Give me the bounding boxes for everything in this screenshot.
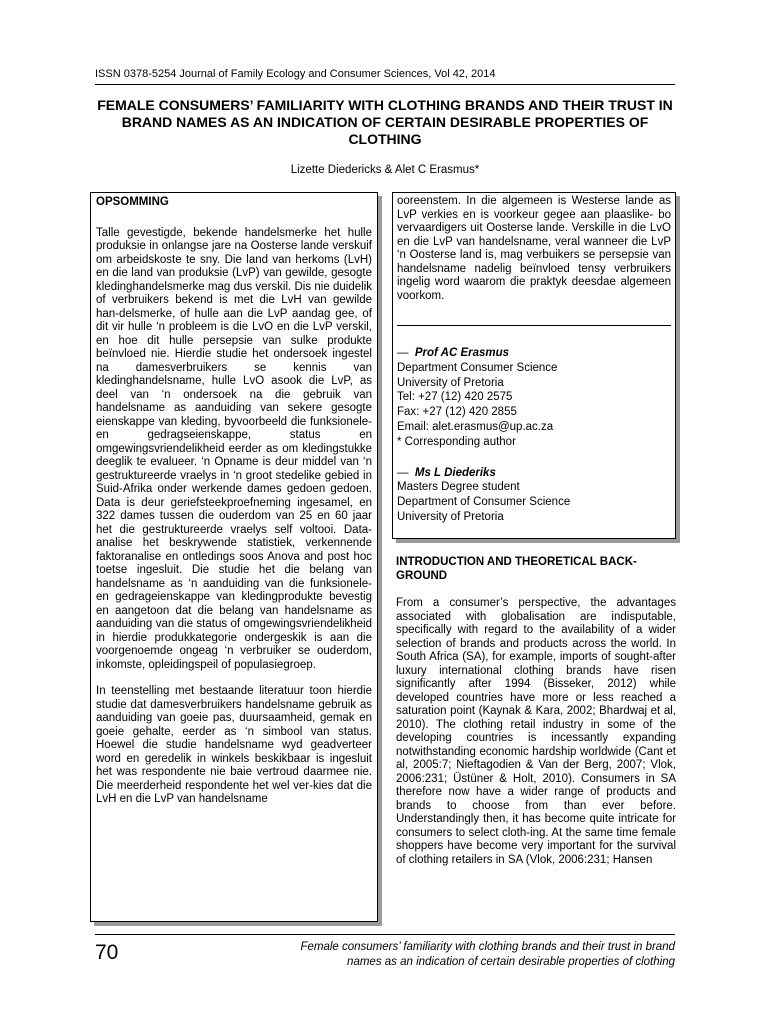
affiliation-name: Ms L Diederiks [414,466,496,479]
affiliation-line: Department Consumer Science [397,361,558,374]
abstract-paragraph-2: In teenstelling met bestaande literatuur toon hierdie studie dat damesverbruikers handelsname gebruik as aanduiding van goeie pas, duursaamheid, gemak en goeie gehalte, eerder as ‘n simbool van status. Hoewel die studie handelsname wyd geadverteer word en geredelik in winkels beskikbaar is ingesluit het was respondente nie baie vertroud daarmee nie. Die meerderheid respondente het wel ver-kies dat die LvH en die LvP van handelsname [96,685,372,805]
affiliation-divider [397,325,671,326]
affiliation-line: Masters Degree student [397,481,520,494]
affiliation-line: Fax: +27 (12) 420 2855 [397,406,517,419]
affiliation-name-line [397,346,671,361]
affiliation-erasmus [397,346,671,450]
affiliation-line: University of Pretoria [397,376,504,389]
article-title: FEMALE CONSUMERS’ FAMILIARITY WITH CLOTHING BRANDS AND THEIR TRUST IN BRAND NAMES AS AN INDICATION OF CERTAIN DESIRABLE PROPERTIES OF CLOTHING [97,97,673,147]
affiliation-dash: — [397,466,409,479]
abstract-box [90,192,378,922]
affiliation-line: * Corresponding author [397,435,516,448]
article-authors: Lizette Diedericks & Alet C Erasmus* [290,164,480,176]
page-number: 70 [95,941,119,964]
affiliation-line: Department of Consumer Science [397,496,571,509]
affiliation-dash: — [397,347,409,359]
abstract-continuation-box [392,192,676,539]
affiliation-line: Tel: +27 (12) 420 2575 [397,391,513,404]
journal-header: ISSN 0378-5254 Journal of Family Ecology and Consumer Sciences, Vol 42, 2014 [95,68,496,80]
affiliation-line: University of Pretoria [397,510,504,523]
introduction-paragraph: From a consumer’s perspective, the advantages associated with globalisation are indisputable, specifically with regard to the availability of a wider selection of brands and products across the world. In South Africa (SA), for example, imports of sought-after luxury international clothing brands have risen significantly after 1994 (Bisseker, 2012) while developed countries have more or less reached a saturation point (Kaynak & Kara, 2002; Bhardwaj et al, 2010). The clothing retail industry in some of the developing countries is incessantly expanding notwithstanding economic hardship worldwide (Cant et al, 2005:7; Nieftagodien & Van der Berg, 2007; Vlok, 2006:231; Üstüner & Holt, 2010). Consumers in SA therefore now have a wider range of products and brands to choose from than ever before. Understandingly then, it has become quite intricate for consumers to select cloth-ing. At the same time female shoppers have become very important for the survival of clothing retailers in SA (Vlok, 2006:231; Hansen [396,597,676,866]
abstract-paragraph-1: Talle gevestigde, bekende handelsmerke het hulle produksie in onlangse jare na Oosterse lande verskuif om arbeidskoste te sny. Die land van herkoms (LvH) en die land van produksie (LvP) van gewilde, gesogte kledinghandelsmerke mag dus verskil. Dis nie duidelik of verbruikers bekend is met die LvH van gewilde han-delsmerke, of hulle aan die LvP aandag gee, of dit vir hulle ‘n probleem is die LvO en die LvP verskil, en hoe dit hulle persepsie van sulke produkte beïnvloed nie. Hierdie studie het ondersoek ingestel na damesverbruikers se kennis van kledinghandelsname, hulle LvO asook die LvP, as deel van ‘n ondersoek na die gebruik van handelsname as aanduiding van sekere gesogte eienskappe van kleding, byvoorbeeld die funksionele- en gedragseienskappe, status en omgewingsvriendelikheid eerder as om kledingstukke deeglik te evalueer. ‘n Opname is deur middel van ‘n gestruktureerde vraelys in ‘n groot stedelike gebied in Suid-Afrika onder werkende dames gedoen gedoen. Data is deur geriefsteekproefneming ingesamel, en 322 dames tussen die ouderdom van 25 en 60 jaar het die gestruktureerde vraelys self voltooi. Data-analise het beskrywende statistiek, verkennende faktoranalise en ontledings soos Anova and post hoc toetse ingesluit. Die studie het die belang van handelsname as ‘n aanduiding van die funksionele- en gedrageienskappe van kledingprodukte bevestig en aangetoon dat die belang van handelsname as aanduiding van die status of omgewingsvriendelikheid in hierdie produkkategorie ondergeskik is aan die voorgenoemde ongeag ‘n verbruiker se ouderdom, inkomste, opleidingspeil of populasiegroep. [96,226,372,671]
footer-divider [95,934,675,935]
header-divider [95,84,675,85]
running-title: Female consumers’ familiarity with clothing brands and their trust in brand names as an indication of certain desirable properties of clothing [300,941,675,968]
affiliation-diederiks [397,466,671,525]
abstract-continuation: ooreenstem. In die algemeen is Westerse lande as LvP verkies en is voorkeur gegee aan plaaslike- bo vervaardigers uit Oosterse lande. Verskille in die LvO en die LvP van handelsname, veral wanneer die LvP ‘n Oosterse land is, mag verbuikers se persepsie van handelsname nadelig beïnvloed tensy verbruikers ingelig word waarom die praktyk deesdae algemeen voorkom. [397,195,671,302]
affiliation-line: Email: alet.erasmus@up.ac.za [397,420,554,433]
affiliation-name-line [397,466,671,481]
abstract-heading: OPSOMMING [96,196,169,208]
section-heading: INTRODUCTION AND THEORETICAL BACK-GROUND [396,556,637,582]
affiliation-name: Prof AC Erasmus [414,347,510,359]
